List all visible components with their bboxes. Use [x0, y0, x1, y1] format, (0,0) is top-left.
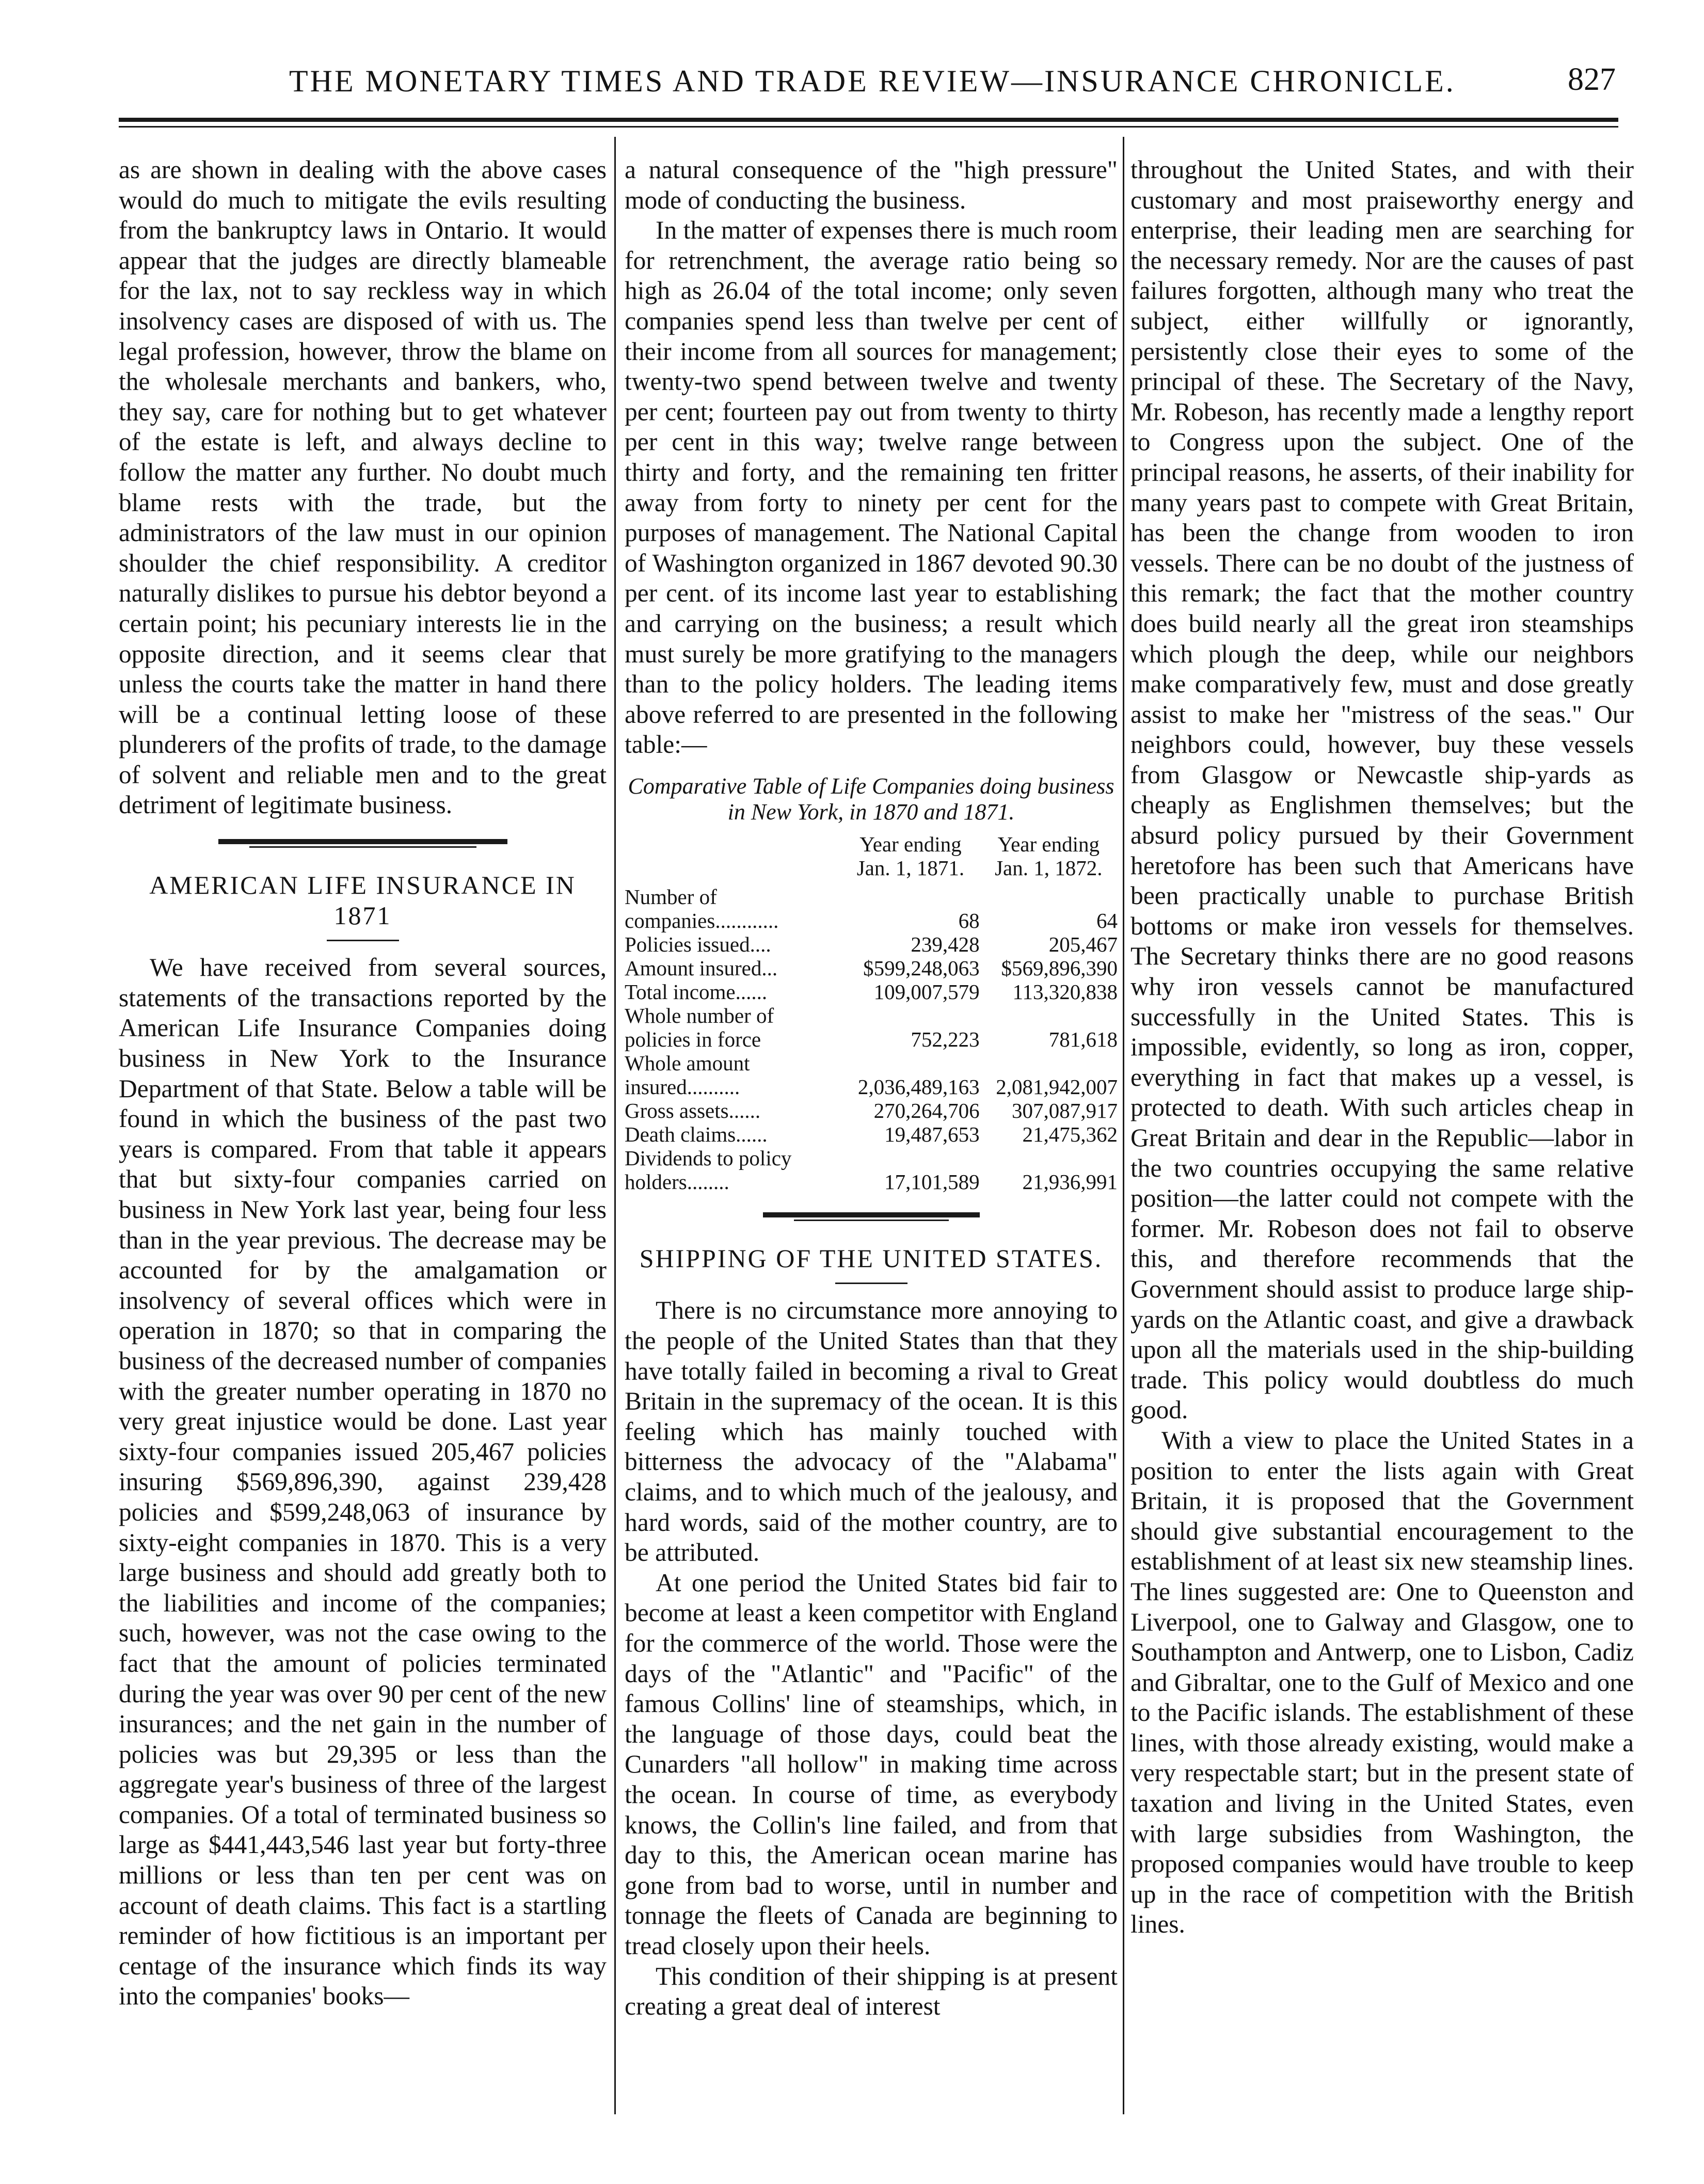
column-3: [1130, 155, 1634, 2117]
table-cell: 113,320,838: [1012, 979, 1118, 1004]
publication-title: THE MONETARY TIMES AND TRADE REVIEW—INSURANCE CHRONICLE.: [289, 64, 1456, 98]
table-row: [625, 1122, 1118, 1146]
table-row-label: Death claims......: [625, 1122, 768, 1146]
table-cell: 17,101,589: [884, 1169, 980, 1194]
table-cell: 307,087,917: [1012, 1098, 1118, 1122]
table-row-label: Number of companies............: [625, 884, 779, 932]
table-row-label: Policies issued....: [625, 932, 771, 956]
table-column-header: Year ending Jan. 1, 1871.: [856, 832, 965, 880]
table-row: [625, 956, 1118, 980]
table-cell: 270,264,706: [873, 1098, 980, 1122]
table-cell: $569,896,390: [1001, 956, 1118, 980]
table-cell: 752,223: [911, 1027, 980, 1051]
section-divider: [763, 1209, 980, 1223]
header-rule-thin: [119, 126, 1618, 128]
section-divider: [218, 836, 507, 849]
paragraph: as are shown in dealing with the above cases would do much to mitigate the evils resulting from the bankruptcy laws in Ontario. It would appear that the judges are directly blameable for the lax, not to say reckless way in which insolvency cases are disposed of with us. The legal profession, however, throw the blame on the wholesale merchants and bankers, who, they say, care for nothing but to get whatever of the estate is left, and always decline to follow the matter any further. No doubt much blame rests with the trade, but the administrators of the law must in our opinion shoulder the chief responsibility. A creditor naturally dislikes to pursue his debtor beyond a certain point; his pecuniary interests lie in the opposite direction, and it seems clear that unless the courts take the matter in hand there will be a continual letting loose of these plunderers of the profits of trade, to the damage of solvent and reliable men and to the great detriment of legitimate business.: [119, 155, 607, 819]
table-column-header: Year ending Jan. 1, 1872.: [995, 832, 1103, 880]
table-row: [625, 1099, 1118, 1122]
table-cell: 19,487,653: [884, 1122, 980, 1146]
article-heading: AMERICAN LIFE INSURANCE IN 1871: [149, 871, 576, 930]
table-row-label: Whole number of policies in force: [625, 1003, 774, 1051]
table-row: [625, 980, 1118, 1004]
table-row: [625, 1146, 1118, 1194]
paragraph: This condition of their shipping is at present creating a great deal of interest: [625, 1961, 1118, 2021]
table-cell: 109,007,579: [873, 979, 980, 1004]
column-1: [119, 155, 607, 2117]
column-2: [625, 155, 1118, 2117]
paragraph: In the matter of expenses there is much room for retrenchment, the average ratio being so high as 26.04 of the total income; only seven companies spend less than twelve per cent of their income from all sources for management; twenty-two spend between twelve and twenty per cent; fourteen pay out from twenty to thirty per cent in this way; twelve range between thirty and forty, and the remaining ten fritter away from forty to ninety per cent for the purposes of management. The National Capital of Washington organized in 1867 devoted 90.30 per cent. of its income last year to establishing and carrying on the business; a result which must surely be more gratifying to the managers than to the policy holders. The leading items above referred to are presented in the following table:—: [625, 216, 1118, 759]
heading-dash: [835, 1283, 907, 1284]
article-heading: SHIPPING OF THE UNITED STATES.: [639, 1243, 1103, 1273]
column-divider-1: [614, 137, 616, 2114]
table-cell: 205,467: [1048, 932, 1118, 956]
table-cell: 21,475,362: [1022, 1122, 1118, 1146]
paragraph: throughout the United States, and with their customary and most praiseworthy energy and enterprise, their leading men are searching for the necessary remedy. Nor are the causes of past failures forgotten, although many who treat the subject, either willfully or ignorantly, persistently close their eyes to some of the principal of these. The Secretary of the Navy, Mr. Robeson, has recently made a lengthy report to Congress upon the subject. One of the principal reasons, he asserts, of their inability for many years past to compete with Great Britain, has been the change from wooden to iron vessels. There can be no doubt of the justness of this remark; the fact that the mother country does build nearly all the great iron steamships which plough the deep, while our neighbors make comparatively few, must and dose greatly assist to make her "mistress of the seas." Our neighbors could, however, buy these vessels from Glasgow or Newcastle ship-yards as cheaply as Englishmen themselves; but the absurd policy pursued by their Government heretofore has been such that Americans have been practically unable to purchase British bottoms or make iron vessels for themselves. The Secretary thinks there are no good reasons why iron vessels cannot be manufactured successfully in the United States. This is impossible, evidently, so long as iron, copper, everything in fact that makes up a vessel, is protected to death. With such articles cheap in Great Britain and dear in the Republic—labor in the two countries occupying the same relative position—the latter could not compete with the former. Mr. Robeson does not fail to observe this, and therefore recommends that the Government should assist to produce large ship-yards on the Atlantic coast, and give a drawback upon all the materials used in the ship-building trade. This policy would doubtless do much good.: [1130, 155, 1634, 1425]
table-cell: 2,036,489,163: [857, 1074, 980, 1099]
table-row: [625, 932, 1118, 956]
table-cell: 68: [958, 908, 980, 932]
table-cell: 21,936,991: [1022, 1169, 1118, 1194]
table-row-label: Total income......: [625, 979, 768, 1004]
table-cell: 239,428: [911, 932, 980, 956]
table-row-label: Whole amount insured..........: [625, 1051, 750, 1099]
table-row: [625, 885, 1118, 932]
paragraph: There is no circumstance more annoying to the people of the United States than that they have totally failed in becoming a rival to Great Britain in the supremacy of the ocean. It is this feeling which has mainly touched with bitterness the advocacy of the "Alabama" claims, and to which much of the jealousy, and hard words, said of the mother country, are to be attributed.: [625, 1296, 1118, 1567]
table-cell: 64: [1096, 908, 1118, 932]
table-caption: Comparative Table of Life Companies doing business in New York, in 1870 and 1871.: [628, 773, 1114, 825]
paragraph: a natural consequence of the "high pressure" mode of conducting the business.: [625, 155, 1118, 214]
paragraph: We have received from several sources, statements of the transactions reported by the American Life Insurance Companies doing business in New York to the Insurance Department of that State. Below a table will be found in which the business of the past two years is compared. From that table it appears that but sixty-four companies carried on business in New York last year, being four less than in the year previous. The decrease may be accounted for by the amalgamation or insolvency of several offices which were in operation in 1870; so that in comparing the business of the decreased number of companies with the greater number operating in 1870 no very great injustice would be done. Last year sixty-four companies issued 205,467 policies insuring $569,896,390, against 239,428 policies and $599,248,063 of insurance by sixty-eight companies in 1870. This is a very large business and should add greatly both to the liabilities and income of the companies; such, however, was not the case owing to the fact that the amount of policies terminated during the year was over 90 per cent of the new insurances; and the net gain in the number of policies was but 29,395 or less than the aggregate year's business of three of the largest companies. Of a total of terminated business so large as $441,443,546 last year but forty-three millions or less than ten per cent was on account of death claims. This fact is a startling reminder of how fictitious is an important per centage of the insurance which finds its way into the companies' books—: [119, 953, 607, 2011]
table-header-empty: [625, 832, 841, 885]
heading-dash: [327, 940, 399, 941]
page-header: [119, 49, 1616, 106]
table-row-label: Dividends to policy holders........: [625, 1146, 792, 1194]
header-rule-thick: [119, 118, 1618, 122]
comparative-table: [625, 832, 1118, 1194]
page-number: 827: [1568, 62, 1616, 97]
table-header-row: [625, 832, 1118, 885]
table-cell: $599,248,063: [863, 956, 980, 980]
table-row: [625, 1051, 1118, 1099]
paragraph: At one period the United States bid fair to become at least a keen competitor with England for the commerce of the world. Those were the days of the "Atlantic" and "Pacific" of the famous Collins' line of steamships, which, in the language of those days, could beat the Cunarders "all hollow" in making time across the ocean. In course of time, as everybody knows, the Collin's line failed, and from that day to this, the American ocean marine has gone from bad to worse, until in number and tonnage the fleets of Canada are beginning to tread closely upon their heels.: [625, 1568, 1118, 1960]
table-cell: 2,081,942,007: [996, 1074, 1118, 1099]
paragraph: With a view to place the United States in a position to enter the lists again with Great Britain, it is proposed that the Government should give substantial encouragement to the establishment of at least six new steamship lines. The lines suggested are: One to Queenston and Liverpool, one to Galway and Glasgow, one to Southampton and Antwerp, one to Lisbon, Cadiz and Gibraltar, one to the Gulf of Mexico and one to the Pacific islands. The establishment of these lines, with those already existing, would make a very respectable start; but in the present state of taxation and living in the United States, even with large subsidies from Washington, the proposed companies would have trouble to keep up in the race of competition with the British lines.: [1130, 1426, 1634, 1939]
table-row-label: Gross assets......: [625, 1098, 761, 1122]
table-row-label: Amount insured...: [625, 956, 778, 980]
column-divider-2: [1123, 137, 1124, 2114]
table-cell: 781,618: [1048, 1027, 1118, 1051]
table-row: [625, 1004, 1118, 1051]
